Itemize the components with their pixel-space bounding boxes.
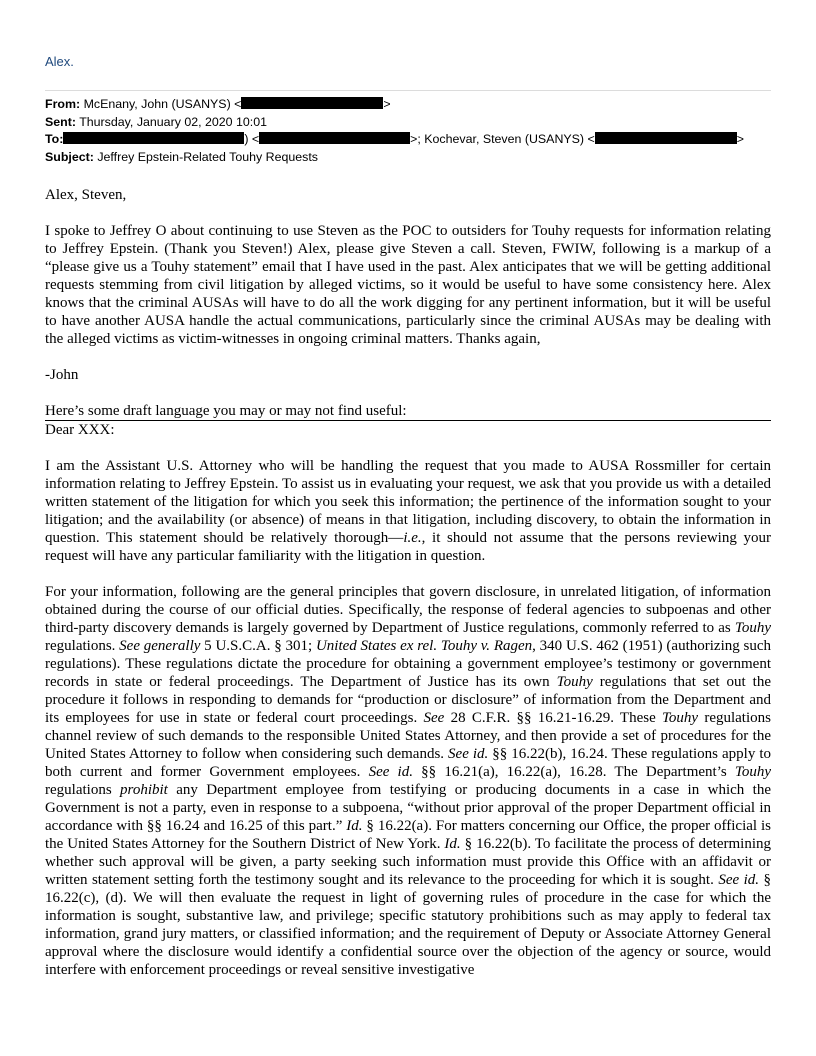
header-divider [45, 90, 771, 91]
email-paragraph: I spoke to Jeffrey O about continuing to use Steven as the POC to outsiders for Touhy requests for information relating to Jeffrey Epstein. (Thank you Steven!) Alex, please give Steven a call. Steven, FWIW, following is a markup of a “please give us a Touhy statement” email that I have used in the past. Alex anticipates that we will be getting additional requests stemming from civil litigation by alleged victims, so it would be useful to have some consistency here. Alex knows that the criminal AUSAs will have to do all the work digging for any pertinent information, but it will be useful to have another AUSA handle the actual communications, particularly since the criminal AUSAs may be dealing with the alleged victims as victim-witnesses in ongoing criminal matters. Thanks again, [45, 223, 771, 347]
email-body [45, 186, 771, 979]
letter-paragraph-2: For your information, following are the general principles that govern disclosure, in unrelated litigation, of information obtained during the course of our official duties. Specifically, the response of federal agencies to subpoenas and other third-party discovery demands is largely governed by Department of Justice regulations, commonly referred to as Touhy regulations. See generally 5 U.S.C.A. § 301; United States ex rel. Touhy v. Ragen, 340 U.S. 462 (1951) (authorizing such regulations). These regulations dictate the procedure for obtaining a government employee’s testimony or government records in state or federal proceedings. The Department of Justice has its own Touhy regulations that set out the procedure it follows in responding to demands for “production or disclosure” of information from the Department and its employees for use in state or federal court proceedings. See 28 C.F.R. §§ 16.21-16.29. These Touhy regulations channel review of such demands to the responsible United States Attorney, and then provide a set of procedures for the United States Attorney to follow when considering such demands. See id. §§ 16.22(b), 16.24. These regulations apply to both current and former Government employees. See id. §§ 16.21(a), 16.22(a), 16.28. The Department’s Touhy regulations prohibit any Department employee from testifying or producing documents in a case in which the Government is not a party, even in response to a subpoena, “without prior approval of the proper Department official in accordance with §§ 16.24 and 16.25 of this part.” Id. § 16.22(a). For matters concerning our Office, the proper official is the United States Attorney for the Southern District of New York. Id. § 16.22(b). To facilitate the process of determining whether such approval will be given, a party seeking such information must provide this Office with an affidavit or written statement setting forth the testimony sought and its relevance to the proceeding for which it is sought. See id. § 16.22(c), (d). We will then evaluate the request in light of governing rules of procedure in the case for which the information is sought, substantive law, and privilege; specific statutory prohibitions such as may apply to federal tax information, grand jury matters, or classified information; and the requirement of Deputy or Associate Attorney General approval where the disclosure would identify a confidential source over the objection of the agency or source, would interfere with enforcement proceedings or reveal sensitive investigative [45, 584, 772, 978]
email-header [45, 96, 771, 166]
from-value: McEnany, John (USANYS) < [83, 97, 242, 111]
letter-paragraph-1: I am the Assistant U.S. Attorney who will be handling the request that you made to AUSA Rossmiller for certain information relating to Jeffrey Epstein. To assist us in evaluating your request, we ask that you provide us with a detailed written statement of the litigation for which you seek this information; the pertinence of the information sought to your litigation; and the availability (or absence) of means in that litigation, including discovery, to obtain the information in question. This statement should be relatively thorough—i.e., it should not assume that the persons reviewing your request will have any particular familiarity with the litigation in question. [45, 458, 771, 564]
to-mid: ) < [244, 132, 260, 147]
subject-value: Jeffrey Epstein-Related Touhy Requests [97, 149, 318, 164]
sent-line [45, 114, 771, 132]
from-label: From: [45, 97, 81, 111]
email-signoff: -John [45, 367, 79, 383]
from-close: > [383, 97, 391, 111]
sent-label: Sent: [45, 114, 76, 129]
to-label: To: [45, 132, 64, 147]
subject-line [45, 149, 771, 167]
redaction-bar [595, 132, 737, 144]
from-line [45, 96, 771, 114]
to-after: >; Kochevar, Steven (USANYS) < [410, 132, 595, 147]
redaction-bar [63, 132, 244, 144]
draft-intro: Here’s some draft language you may or may not find useful: [45, 402, 771, 421]
letter-salutation: Dear XXX: [45, 422, 115, 438]
email-salutation: Alex, Steven, [45, 187, 127, 203]
to-close: > [736, 132, 744, 147]
redaction-bar [259, 132, 410, 144]
sent-value: Thursday, January 02, 2020 10:01 [79, 114, 268, 129]
redaction-bar [241, 97, 383, 109]
to-line [45, 131, 771, 149]
greeting-top: Alex. [45, 54, 74, 69]
subject-label: Subject: [45, 149, 94, 164]
